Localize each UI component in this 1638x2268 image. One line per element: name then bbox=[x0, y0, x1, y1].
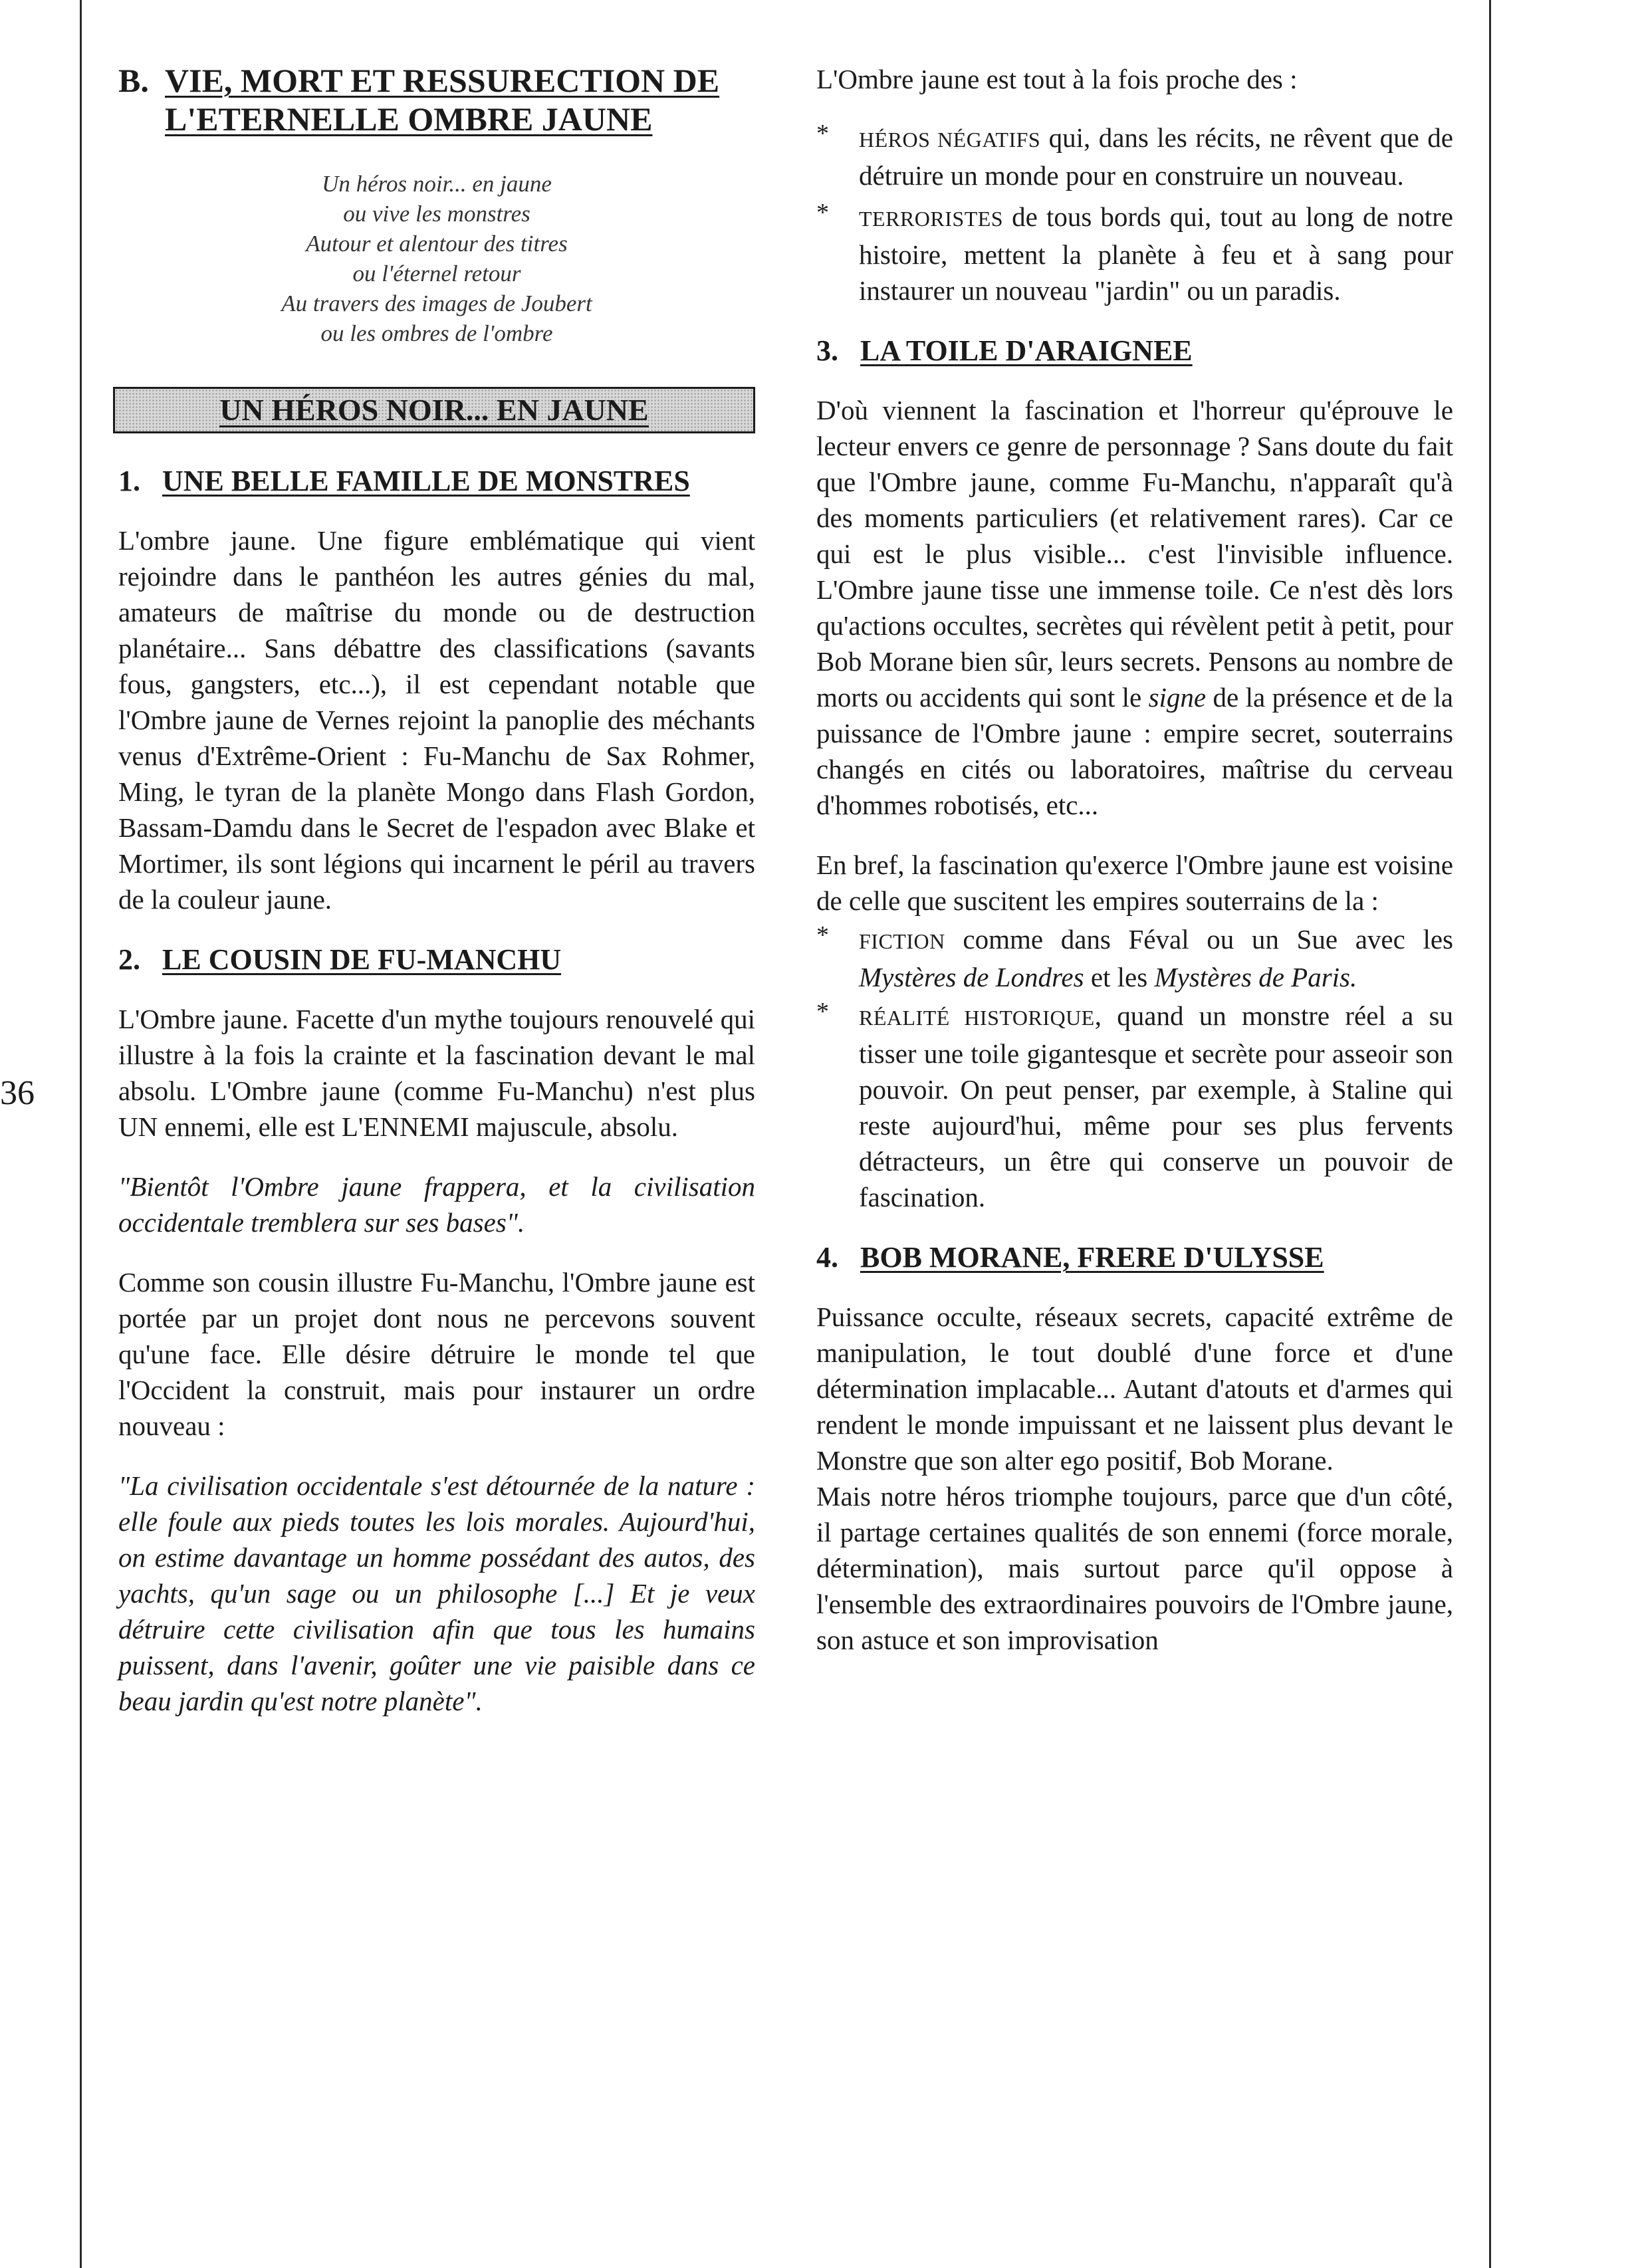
section-title bbox=[118, 61, 755, 138]
emphasis: Mystères de Paris. bbox=[1154, 962, 1357, 992]
epigraph-line: ou l'éternel retour bbox=[352, 261, 521, 286]
heading-title: BOB MORANE, FRERE D'ULYSSE bbox=[860, 1241, 1324, 1274]
heading-2 bbox=[118, 943, 755, 977]
heading-number: 1. bbox=[118, 465, 140, 497]
paragraph: L'ombre jaune. Une figure emblématique qui vient rejoindre dans le panthéon les autres génies du mal, amateurs de maîtrise du monde ou de destruction planétaire... Sans débattre des classifications (savants fous, gangsters, etc...), il est cependant notable que l'Ombre jaune de Vernes rejoint la panoplie des méchants venus d'Extrême-Orient : Fu-Manchu de Sax Rohmer, Ming, le tyran de la planète Mongo dans Flash Gordon, Bassam-Damdu dans le Secret de l'espadon avec Blake et Mortimer, ils sont légions qui incarnent le péril au travers de la couleur jaune. bbox=[118, 525, 755, 915]
bullet-term: FICTION bbox=[859, 929, 945, 953]
page-number: 36 bbox=[0, 1074, 35, 1112]
heading-4 bbox=[816, 1240, 1453, 1275]
section-label: B. bbox=[118, 62, 149, 99]
emphasis: signe bbox=[1148, 682, 1207, 713]
section-title-line1: VIE, MORT ET RESSURECTION DE bbox=[165, 62, 720, 99]
epigraph-line: ou les ombres de l'ombre bbox=[320, 320, 553, 346]
heading-number: 3. bbox=[816, 334, 838, 367]
paragraph: Mais notre héros triomphe toujours, parce que d'un côté, il partage certaines qualités de son ennemi (force morale, détermination), mais surtout parce qu'il oppose à l'ensemble des extraordinaires pouvoirs de l'Ombre jaune, son astuce et son improvisation bbox=[816, 1481, 1453, 1655]
heading-title: UNE BELLE FAMILLE DE MONSTRES bbox=[162, 465, 690, 497]
heading-number: 2. bbox=[118, 943, 140, 976]
epigraph-line: Autour et alentour des titres bbox=[306, 231, 568, 257]
chapter-banner-text: UN HÉROS NOIR... EN JAUNE bbox=[219, 393, 649, 427]
bullet-star: * bbox=[816, 998, 829, 1026]
emphasis: Mystères de Londres bbox=[859, 962, 1084, 992]
bullet-star: * bbox=[816, 199, 829, 227]
heading-title: LA TOILE D'ARAIGNEE bbox=[860, 334, 1193, 367]
quotation: "La civilisation occidentale s'est détournée de la nature : elle foule aux pieds toutes les lois morales. Aujourd'hui, on estime davantage un homme possédant des autos, des yachts, qu'un sage ou un philosophe [...] Et je veux détruire cette civilisation afin que tous les humains puissent, dans l'avenir, goûter une vie paisible dans ce beau jardin qu'est notre planète". bbox=[118, 1470, 755, 1716]
paragraph: L'Ombre jaune est tout à la fois proche des : bbox=[816, 64, 1298, 94]
bullet-term: TERRORISTES bbox=[859, 207, 1004, 231]
heading-1 bbox=[118, 464, 755, 499]
paragraph: Comme son cousin illustre Fu-Manchu, l'Ombre jaune est portée par un projet dont nous ne percevons souvent qu'une face. Elle désire détruire le monde tel que l'Occident la construit, mais pour instaurer un ordre nouveau : bbox=[118, 1267, 755, 1441]
chapter-banner bbox=[113, 387, 755, 433]
bullet-star: * bbox=[816, 120, 829, 148]
right-margin-rule bbox=[1489, 0, 1491, 2268]
paragraph: En bref, la fascination qu'exerce l'Ombre jaune est voisine de celle que suscitent les empires souterrains de la : bbox=[816, 850, 1453, 916]
bullet-item bbox=[816, 199, 1453, 308]
paragraph-text: D'où viennent la fascination et l'horreur qu'éprouve le lecteur envers ce genre de personnage ? Sans doute du fait que l'Ombre jaune, comme Fu-Manchu, n'apparaît qu'à des moments particuliers (et relativement rares). Car ce qui est le plus visible... c'est l'invisible influence. L'Ombre jaune tisse une immense toile. Ce n'est dès lors qu'actions occultes, secrètes qui révèlent petit à petit, pour Bob Morane bien sûr, leurs secrets. Pensons au nombre de morts ou accidents qui sont le bbox=[816, 395, 1453, 713]
bullet-text: , quand un monstre réel a su tisser une toile gigantesque et secrète pour asseoir son pouvoir. On peut penser, par exemple, à Staline qui reste aujourd'hui, même pour ses plus fervents détracteurs, un être qui conserve un pouvoir de fascination. bbox=[859, 1000, 1453, 1212]
epigraph-line: Un héros noir... en jaune bbox=[322, 171, 552, 197]
bullet-term: HÉROS NÉGATIFS bbox=[859, 128, 1041, 152]
bullet-term: RÉALITÉ HISTORIQUE bbox=[859, 1006, 1095, 1030]
left-margin-rule bbox=[80, 0, 82, 2268]
quotation: "Bientôt l'Ombre jaune frappera, et la civilisation occidentale tremblera sur ses bases". bbox=[118, 1171, 755, 1238]
heading-number: 4. bbox=[816, 1241, 838, 1274]
paragraph-text: de la présence et de la puissance de l'Ombre jaune : empire secret, souterrains changés en cités ou laboratoires, maîtrise du cerveau d'hommes robotisés, etc... bbox=[816, 682, 1454, 820]
right-column bbox=[816, 61, 1453, 1658]
bullet-item bbox=[816, 921, 1453, 995]
bullet-text: qui, dans les récits, ne rêvent que de détruire un monde pour en construire un nouveau. bbox=[859, 122, 1453, 191]
bullet-item bbox=[816, 120, 1453, 193]
epigraph bbox=[118, 169, 755, 348]
left-column bbox=[118, 61, 755, 1719]
epigraph-line: ou vive les monstres bbox=[343, 201, 530, 227]
paragraph: Puissance occulte, réseaux secrets, capacité extrême de manipulation, le tout doublé d'une force et d'une détermination implacable... Autant d'atouts et d'armes qui rendent le monde impuissant et ne laissent plus devant le Monstre que son alter ego positif, Bob Morane. bbox=[816, 1302, 1453, 1476]
bullet-text: comme dans Féval ou un Sue avec les bbox=[945, 924, 1453, 955]
heading-3 bbox=[816, 334, 1453, 368]
heading-title: LE COUSIN DE FU-MANCHU bbox=[162, 943, 562, 976]
section-title-line2: L'ETERNELLE OMBRE JAUNE bbox=[165, 100, 653, 138]
bullet-star: * bbox=[816, 921, 829, 949]
paragraph: L'Ombre jaune. Facette d'un mythe toujours renouvelé qui illustre à la fois la crainte et la fascination devant le mal absolu. L'Ombre jaune (comme Fu-Manchu) n'est plus UN ennemi, elle est L'ENNEMI majuscule, absolu. bbox=[118, 1004, 755, 1142]
bullet-text: et les bbox=[1084, 962, 1155, 992]
bullet-item bbox=[816, 998, 1453, 1215]
bullet-text: de tous bords qui, tout au long de notre histoire, mettent la planète à feu et à sang pour instaurer un nouveau "jardin" ou un paradis. bbox=[859, 201, 1453, 306]
paragraph bbox=[816, 392, 1453, 823]
epigraph-line: Au travers des images de Joubert bbox=[281, 290, 592, 316]
